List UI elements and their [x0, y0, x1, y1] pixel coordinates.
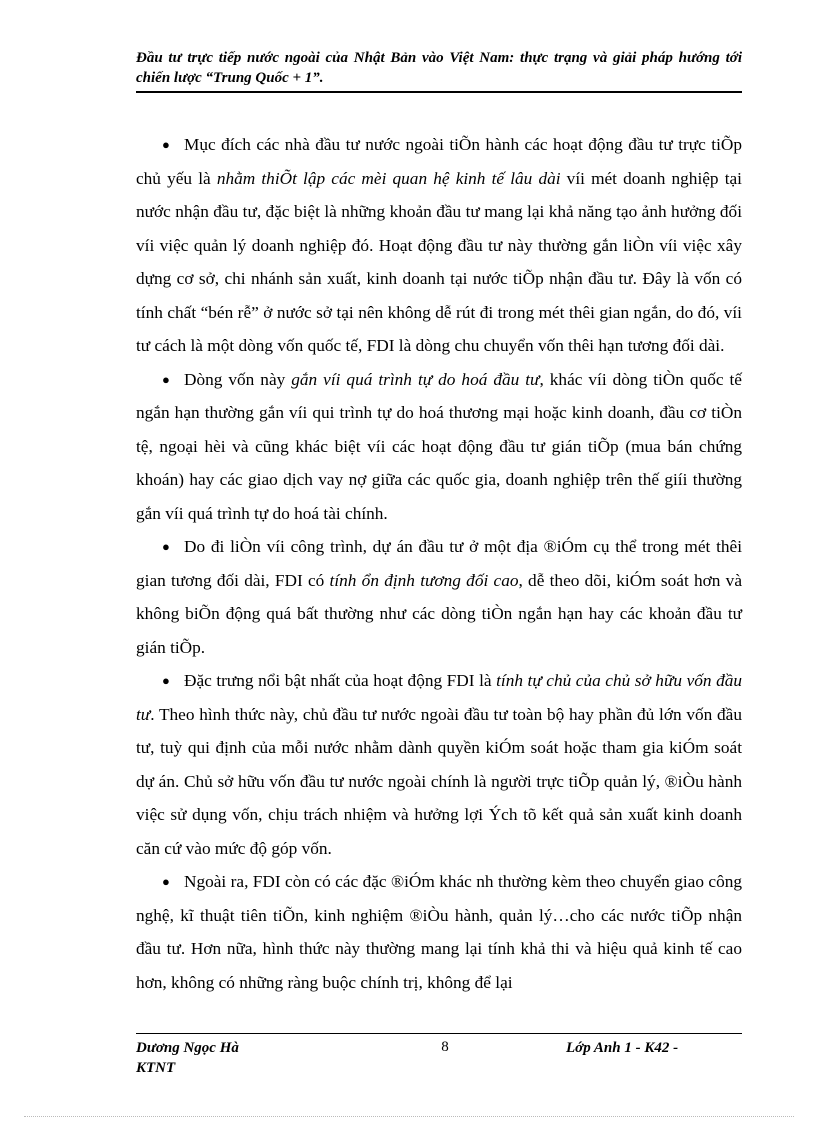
footer-divider: [136, 1033, 742, 1034]
paragraph-5: [136, 865, 742, 999]
paragraph-1-emphasis: nhằm thiÕt lập các mèi quan hệ kinh tế lâu dài: [216, 168, 561, 188]
footer-author: [136, 1038, 296, 1078]
header-divider: [136, 91, 742, 93]
paragraph-2: [136, 363, 742, 531]
bullet-icon: ●: [162, 539, 170, 554]
paragraph-2-text-2: , khác víi dòng tiÒn quốc tế ngắn hạn thường gắn víi qui trình tự do hoá thương mại hoặc kinh doanh, đầu cơ tiÒn tệ, ngoại hèi và cũng khác biệt víi các hoạt động đầu tư gián tiÕp (mua bán chứng khoán) hay các giao dịch vay nợ giữa các quốc gia, doanh nghiệp trên thế giíi thường gắn víi quá trình tự do hoá tài chính.: [136, 369, 742, 523]
paragraph-4: [136, 664, 742, 865]
bullet-icon: ●: [162, 874, 170, 889]
paragraph-3-emphasis: tính ổn định tương đối cao: [329, 570, 519, 590]
paragraph-5-text-1: Ngoài ra, FDI còn có các đặc ®iÓm khác nh thường kèm theo chuyển giao công nghệ, kĩ thuật tiên tiÕn, kinh nghiệm ®iÒu hành, quản lý…cho các nước tiÕp nhận đầu tư. Hơn nữa, hình thức này thường mang lại tính khả thi và hiệu quả kinh tế cao hơn, không có những ràng buộc chính trị, không để lại: [136, 872, 742, 992]
paragraph-2-text-1: Dòng vốn này: [184, 369, 292, 389]
author-name: Dương Ngọc Hà: [136, 1040, 239, 1056]
page-number: 8: [441, 1039, 449, 1055]
paragraph-4-text-1: Đặc trưng nổi bật nhất của hoạt động FDI là: [184, 671, 497, 690]
bullet-icon: ●: [162, 137, 170, 152]
running-header: Đầu tư trực tiếp nước ngoài của Nhật Bản vào Việt Nam: thực trạng và giải pháp hướng tới chiến lược “Trung Quốc + 1”.: [136, 50, 742, 86]
paragraph-3: [136, 530, 742, 664]
paragraph-4-emphasis: tính tự chủ của chủ sở hữu vốn đầu tư: [136, 671, 742, 724]
paragraph-1-text-2: víi mét doanh nghiệp tại nước nhận đầu tư, đặc biệt là những khoản đầu tư mang lại khả năng tạo ảnh hưởng đối víi việc quản lý doanh nghiệp đó. Hoạt động đầu tư này thường gắn liÒn víi việc xây dựng cơ sở, chi nhánh sản xuất, kinh doanh tại nước tiÕp nhận đầu tư. Đây là vốn có tính chất “bén rễ” ở nước sở tại nên không dễ rút đi trong mét thêi gian ngắn, do đó, víi tư cách là một dòng vốn quốc tế, FDI là dòng chu chuyển vốn thêi hạn tương đối dài.: [136, 168, 742, 355]
bullet-icon: ●: [162, 371, 170, 387]
paragraph-1: [136, 128, 742, 363]
author-department: KTNT: [136, 1060, 176, 1076]
bullet-icon: ●: [162, 673, 170, 688]
paragraph-1-text-1: Mục đích các nhà đầu tư nước ngoài tiÕn hành các hoạt động đầu tư trực tiÕp chủ yếu là: [136, 135, 742, 188]
footer-class: Lớp Anh 1 - K42 -: [566, 1040, 679, 1056]
page-edge-line: [24, 1116, 794, 1117]
document-body: [136, 128, 742, 999]
paragraph-3-text-2: , dễ theo dõi, kiÓm soát hơn và không biÕn động quá bất thường như các dòng tiÒn ngắn hạn hay các khoản đầu tư gián tiÕp.: [136, 570, 742, 657]
paragraph-4-text-2: . Theo hình thức này, chủ đầu tư nước ngoài đầu tư toàn bộ hay phần đủ lớn vốn đầu tư, tuỳ qui định của mỗi nước nhằm dành quyền kiÓm soát hoặc tham gia kiÓm soát dự án. Chủ sở hữu vốn đầu tư nước ngoài chính là người trực tiÕp quản lý, ®iÒu hành việc sử dụng vốn, chịu trách nhiệm và hưởng lợi Ých tõ kết quả sản xuất kinh doanh căn cứ vào mức độ góp vốn.: [136, 704, 742, 858]
paragraph-3-text-1: Do đi liÒn víi công trình, dự án đầu tư ở một địa ®iÓm cụ thể trong mét thêi gian tương đối dài, FDI có: [136, 537, 742, 590]
paragraph-2-emphasis: gắn víi quá trình tự do hoá đầu tư: [291, 369, 540, 389]
